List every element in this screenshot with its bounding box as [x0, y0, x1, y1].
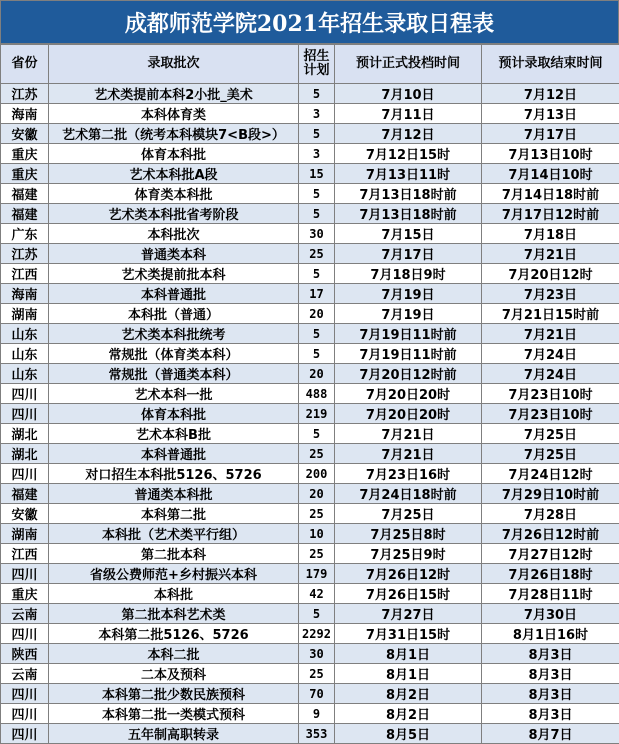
- cell-end-time: 7月25日: [482, 444, 619, 464]
- cell-province: 湖南: [1, 304, 49, 324]
- cell-province: 安徽: [1, 504, 49, 524]
- cell-plan: 25: [299, 664, 335, 684]
- header-plan-line2: 计划: [303, 63, 329, 78]
- cell-end-time: 7月13日: [482, 104, 619, 124]
- cell-plan: 5: [299, 344, 335, 364]
- cell-batch: 本科批（艺术类平行组）: [49, 524, 299, 544]
- cell-batch: 艺术第二批（统考本科模块7<B段>）: [49, 124, 299, 144]
- cell-province: 四川: [1, 724, 49, 744]
- cell-province: 四川: [1, 704, 49, 724]
- cell-start-time: 7月20日20时: [335, 404, 482, 424]
- cell-plan: 30: [299, 224, 335, 244]
- cell-end-time: 7月26日18时: [482, 564, 619, 584]
- cell-batch: 第二批本科: [49, 544, 299, 564]
- cell-end-time: 8月3日: [482, 684, 619, 704]
- cell-start-time: 7月24日18时前: [335, 484, 482, 504]
- cell-province: 四川: [1, 404, 49, 424]
- cell-batch: 本科体育类: [49, 104, 299, 124]
- cell-batch: 艺术本科B批: [49, 424, 299, 444]
- cell-plan: 200: [299, 464, 335, 484]
- cell-plan: 3: [299, 104, 335, 124]
- table-row: [1, 644, 619, 664]
- cell-start-time: 8月5日: [335, 724, 482, 744]
- cell-batch: 本科普通批: [49, 284, 299, 304]
- cell-end-time: 7月23日10时: [482, 384, 619, 404]
- cell-province: 湖南: [1, 524, 49, 544]
- cell-batch: 体育本科批: [49, 404, 299, 424]
- cell-province: 四川: [1, 464, 49, 484]
- cell-batch: 体育本科批: [49, 144, 299, 164]
- cell-end-time: 8月3日: [482, 644, 619, 664]
- cell-end-time: 7月21日: [482, 324, 619, 344]
- cell-end-time: 7月23日10时: [482, 404, 619, 424]
- cell-end-time: 7月24日: [482, 364, 619, 384]
- cell-start-time: 7月26日12时: [335, 564, 482, 584]
- cell-batch: 本科二批: [49, 644, 299, 664]
- table-row: [1, 204, 619, 224]
- cell-end-time: 7月26日12时前: [482, 524, 619, 544]
- cell-batch: 常规批（体育类本科）: [49, 344, 299, 364]
- cell-start-time: 7月12日: [335, 124, 482, 144]
- cell-end-time: 7月23日: [482, 284, 619, 304]
- cell-plan: 353: [299, 724, 335, 744]
- table-row: [1, 384, 619, 404]
- cell-batch: 本科第二批少数民族预科: [49, 684, 299, 704]
- cell-end-time: 7月28日: [482, 504, 619, 524]
- cell-end-time: 7月29日10时前: [482, 484, 619, 504]
- schedule-table: [0, 44, 619, 744]
- cell-province: 福建: [1, 184, 49, 204]
- cell-end-time: 7月27日12时: [482, 544, 619, 564]
- cell-start-time: 7月27日: [335, 604, 482, 624]
- header-plan: [299, 45, 335, 84]
- cell-end-time: 7月17日12时前: [482, 204, 619, 224]
- cell-start-time: 7月20日20时: [335, 384, 482, 404]
- cell-batch: 艺术类提前本科2小批_美术: [49, 84, 299, 104]
- table-row: [1, 724, 619, 744]
- header-province: 省份: [1, 45, 49, 84]
- cell-plan: 70: [299, 684, 335, 704]
- cell-plan: 25: [299, 244, 335, 264]
- cell-end-time: 8月1日16时: [482, 624, 619, 644]
- cell-plan: 5: [299, 324, 335, 344]
- cell-end-time: 7月17日: [482, 124, 619, 144]
- table-row: [1, 304, 619, 324]
- table-row: [1, 624, 619, 644]
- cell-plan: 15: [299, 164, 335, 184]
- table-row: [1, 444, 619, 464]
- cell-start-time: 8月2日: [335, 684, 482, 704]
- cell-end-time: 8月3日: [482, 664, 619, 684]
- table-row: [1, 184, 619, 204]
- cell-province: 江苏: [1, 84, 49, 104]
- cell-plan: 17: [299, 284, 335, 304]
- table-row: [1, 684, 619, 704]
- cell-plan: 25: [299, 444, 335, 464]
- cell-end-time: 7月30日: [482, 604, 619, 624]
- cell-end-time: 7月21日: [482, 244, 619, 264]
- table-row: [1, 324, 619, 344]
- cell-start-time: 7月13日11时: [335, 164, 482, 184]
- table-row: [1, 504, 619, 524]
- cell-batch: 体育类本科批: [49, 184, 299, 204]
- cell-batch: 艺术本科批A段: [49, 164, 299, 184]
- cell-start-time: 7月19日: [335, 304, 482, 324]
- cell-plan: 10: [299, 524, 335, 544]
- table-row: [1, 124, 619, 144]
- cell-start-time: 8月1日: [335, 644, 482, 664]
- table-row: [1, 584, 619, 604]
- table-row: [1, 244, 619, 264]
- cell-batch: 普通类本科: [49, 244, 299, 264]
- cell-end-time: 7月24日12时: [482, 464, 619, 484]
- table-row: [1, 544, 619, 564]
- header-row: [1, 45, 619, 84]
- cell-end-time: 7月14日10时: [482, 164, 619, 184]
- cell-batch: 本科第二批一类模式预科: [49, 704, 299, 724]
- cell-province: 江西: [1, 264, 49, 284]
- cell-start-time: 7月19日11时前: [335, 324, 482, 344]
- cell-province: 海南: [1, 284, 49, 304]
- cell-end-time: 8月3日: [482, 704, 619, 724]
- cell-start-time: 8月2日: [335, 704, 482, 724]
- cell-end-time: 8月7日: [482, 724, 619, 744]
- cell-plan: 30: [299, 644, 335, 664]
- cell-start-time: 7月18日9时: [335, 264, 482, 284]
- cell-province: 四川: [1, 684, 49, 704]
- cell-plan: 5: [299, 604, 335, 624]
- cell-province: 重庆: [1, 584, 49, 604]
- cell-province: 山东: [1, 344, 49, 364]
- cell-batch: 本科第二批: [49, 504, 299, 524]
- cell-start-time: 7月26日15时: [335, 584, 482, 604]
- header-start-time: 预计正式投档时间: [335, 45, 482, 84]
- cell-end-time: 7月12日: [482, 84, 619, 104]
- cell-start-time: 7月19日: [335, 284, 482, 304]
- cell-plan: 9: [299, 704, 335, 724]
- cell-province: 安徽: [1, 124, 49, 144]
- table-row: [1, 344, 619, 364]
- cell-batch: 二本及预科: [49, 664, 299, 684]
- cell-batch: 第二批本科艺术类: [49, 604, 299, 624]
- table-row: [1, 364, 619, 384]
- cell-batch: 本科批（普通）: [49, 304, 299, 324]
- cell-plan: 5: [299, 124, 335, 144]
- cell-start-time: 7月25日8时: [335, 524, 482, 544]
- table-row: [1, 284, 619, 304]
- header-end-time: 预计录取结束时间: [482, 45, 619, 84]
- cell-batch: 常规批（普通类本科）: [49, 364, 299, 384]
- cell-province: 江西: [1, 544, 49, 564]
- cell-start-time: 7月13日18时前: [335, 184, 482, 204]
- cell-plan: 5: [299, 184, 335, 204]
- cell-province: 四川: [1, 564, 49, 584]
- page-title: 成都师范学院2021年招生录取日程表: [0, 0, 619, 44]
- cell-plan: 5: [299, 204, 335, 224]
- cell-plan: 20: [299, 364, 335, 384]
- cell-start-time: 7月20日12时前: [335, 364, 482, 384]
- cell-end-time: 7月28日11时: [482, 584, 619, 604]
- cell-batch: 省级公费师范+乡村振兴本科: [49, 564, 299, 584]
- table-row: [1, 664, 619, 684]
- cell-plan: 25: [299, 544, 335, 564]
- cell-start-time: 7月19日11时前: [335, 344, 482, 364]
- cell-start-time: 7月23日16时: [335, 464, 482, 484]
- table-row: [1, 104, 619, 124]
- table-row: [1, 564, 619, 584]
- cell-plan: 5: [299, 84, 335, 104]
- table-row: [1, 424, 619, 444]
- cell-plan: 3: [299, 144, 335, 164]
- table-row: [1, 164, 619, 184]
- cell-province: 福建: [1, 484, 49, 504]
- cell-province: 山东: [1, 324, 49, 344]
- cell-plan: 42: [299, 584, 335, 604]
- table-body: [1, 84, 619, 744]
- cell-batch: 本科批: [49, 584, 299, 604]
- cell-start-time: 7月21日: [335, 444, 482, 464]
- cell-batch: 艺术类本科批统考: [49, 324, 299, 344]
- table-row: [1, 144, 619, 164]
- cell-province: 云南: [1, 604, 49, 624]
- cell-start-time: 7月31日15时: [335, 624, 482, 644]
- table-row: [1, 484, 619, 504]
- cell-end-time: 7月14日18时前: [482, 184, 619, 204]
- cell-province: 江苏: [1, 244, 49, 264]
- cell-province: 湖北: [1, 424, 49, 444]
- cell-plan: 2292: [299, 624, 335, 644]
- cell-province: 重庆: [1, 164, 49, 184]
- cell-province: 海南: [1, 104, 49, 124]
- cell-start-time: 7月21日: [335, 424, 482, 444]
- table-row: [1, 404, 619, 424]
- cell-batch: 本科第二批5126、5726: [49, 624, 299, 644]
- cell-end-time: 7月24日: [482, 344, 619, 364]
- cell-batch: 五年制高职转录: [49, 724, 299, 744]
- cell-end-time: 7月20日12时: [482, 264, 619, 284]
- cell-batch: 本科批次: [49, 224, 299, 244]
- cell-batch: 艺术本科一批: [49, 384, 299, 404]
- cell-end-time: 7月25日: [482, 424, 619, 444]
- cell-start-time: 7月17日: [335, 244, 482, 264]
- cell-plan: 20: [299, 304, 335, 324]
- cell-end-time: 7月18日: [482, 224, 619, 244]
- table-row: [1, 464, 619, 484]
- cell-end-time: 7月21日15时前: [482, 304, 619, 324]
- cell-start-time: 7月13日18时前: [335, 204, 482, 224]
- cell-province: 重庆: [1, 144, 49, 164]
- cell-province: 山东: [1, 364, 49, 384]
- cell-province: 广东: [1, 224, 49, 244]
- cell-end-time: 7月13日10时: [482, 144, 619, 164]
- header-batch: 录取批次: [49, 45, 299, 84]
- cell-start-time: 7月25日9时: [335, 544, 482, 564]
- cell-start-time: 7月11日: [335, 104, 482, 124]
- header-plan-line1: 招生: [303, 49, 329, 64]
- cell-start-time: 7月25日: [335, 504, 482, 524]
- cell-start-time: 8月1日: [335, 664, 482, 684]
- cell-batch: 艺术类本科批省考阶段: [49, 204, 299, 224]
- table-row: [1, 604, 619, 624]
- cell-start-time: 7月15日: [335, 224, 482, 244]
- cell-province: 陕西: [1, 644, 49, 664]
- table-row: [1, 264, 619, 284]
- cell-batch: 普通类本科批: [49, 484, 299, 504]
- cell-plan: 179: [299, 564, 335, 584]
- cell-batch: 对口招生本科批5126、5726: [49, 464, 299, 484]
- cell-start-time: 7月12日15时: [335, 144, 482, 164]
- cell-batch: 本科普通批: [49, 444, 299, 464]
- table-row: [1, 704, 619, 724]
- cell-plan: 5: [299, 424, 335, 444]
- table-row: [1, 524, 619, 544]
- cell-province: 湖北: [1, 444, 49, 464]
- table-row: [1, 224, 619, 244]
- cell-province: 云南: [1, 664, 49, 684]
- cell-plan: 20: [299, 484, 335, 504]
- cell-batch: 艺术类提前批本科: [49, 264, 299, 284]
- cell-plan: 219: [299, 404, 335, 424]
- cell-plan: 5: [299, 264, 335, 284]
- cell-start-time: 7月10日: [335, 84, 482, 104]
- cell-province: 四川: [1, 624, 49, 644]
- cell-plan: 25: [299, 504, 335, 524]
- cell-province: 福建: [1, 204, 49, 224]
- table-row: [1, 84, 619, 104]
- cell-province: 四川: [1, 384, 49, 404]
- cell-plan: 488: [299, 384, 335, 404]
